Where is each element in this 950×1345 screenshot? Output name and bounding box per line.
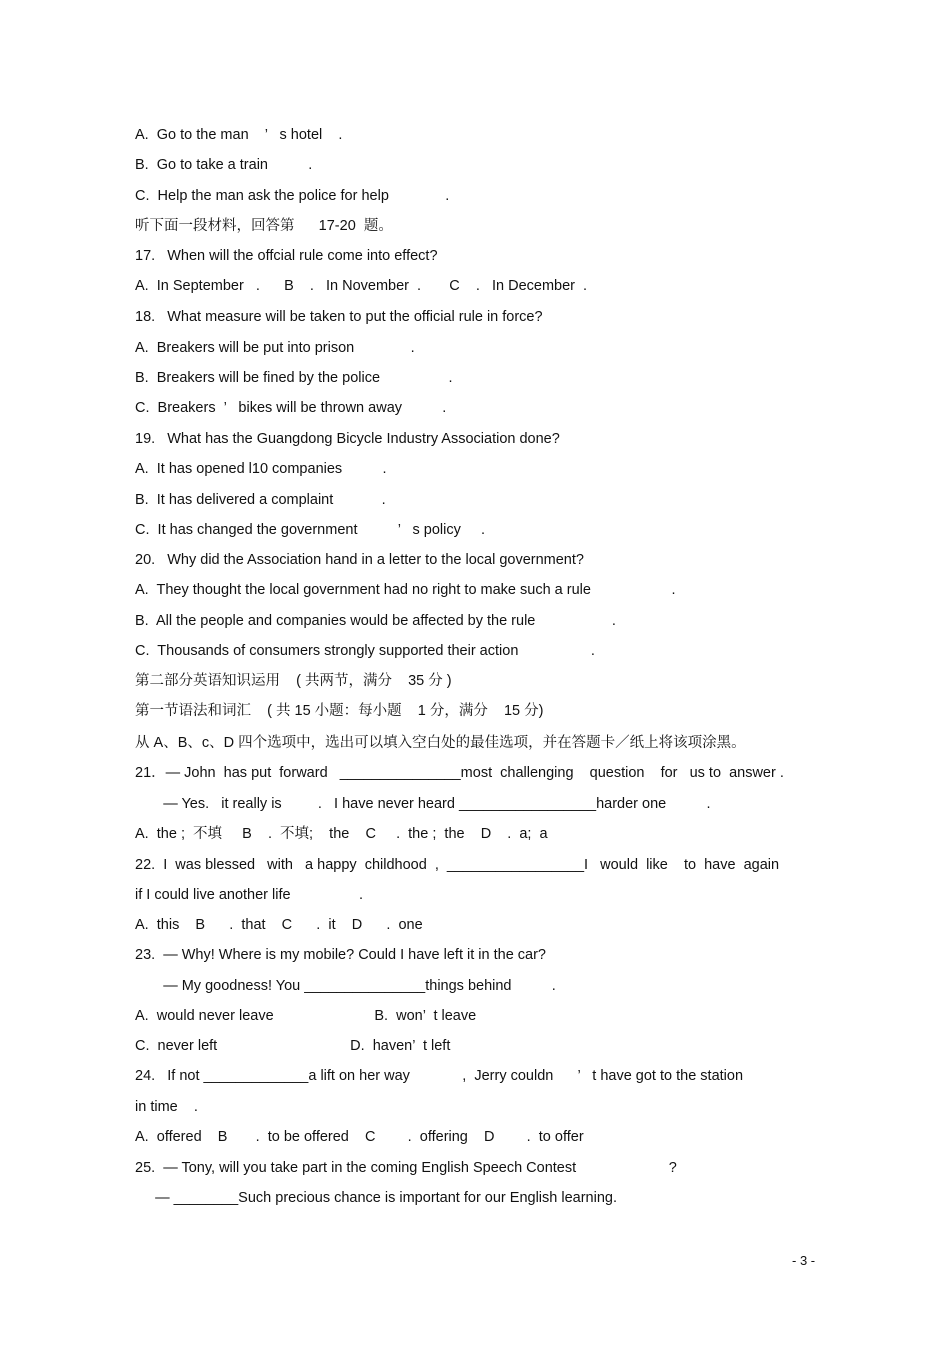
question-line: — ________Such precious chance is important for our English learning. [135,1190,617,1206]
section-heading: 第一节语法和词汇 ( 共 15 小题：每小题 1 分，满分 15 分) [135,703,544,719]
question-line: — Yes. it really is . I have never heard _________________harder one . [135,796,711,812]
option-line: A. would never leave B. won’ t leave [135,1008,477,1024]
question-line: 21．— John has put forward _______________most challenging question for us to answer . [135,765,784,781]
option-line: C. Thousands of consumers strongly supported their action . [135,643,595,659]
option-line: A. Go to the man ’ s hotel . [135,127,343,143]
option-line: A. offered B . to be offered C . offering D . to offer [135,1129,584,1145]
question-line: 24. If not _____________a lift on her way , Jerry couldn ’ t have got to the station [135,1068,744,1084]
option-line: A. Breakers will be put into prison . [135,340,415,356]
option-line: C. Help the man ask the police for help . [135,188,450,204]
option-line: A. the ; 不填 B . 不填; the C . the ; the D . a; a [135,826,548,842]
option-line: A. They thought the local government had no right to make such a rule . [135,582,676,598]
option-line: B. Go to take a train . [135,157,313,173]
question-line: 22. I was blessed with a happy childhood , _________________I would like to have again [135,857,780,873]
question-line: 18. What measure will be taken to put the official rule in force? [135,309,543,325]
part-heading: 第二部分英语知识运用 ( 共两节，满分 35 分 ) [135,673,452,689]
section-instruction: 从 A、B、c、D 四个选项中，选出可以填入空白处的最佳选项，并在答题卡／纸上将该项涂黑。 [135,735,746,751]
question-line: in time . [135,1099,198,1115]
option-line: A. It has opened l10 companies . [135,461,387,477]
question-line: 17. When will the offcial rule come into effect? [135,248,438,264]
option-line: B. Breakers will be fined by the police . [135,370,453,386]
question-line: — My goodness! You _______________things behind . [135,978,556,994]
question-line: 19. What has the Guangdong Bicycle Industry Association done? [135,431,560,447]
option-line: B. All the people and companies would be affected by the rule . [135,613,616,629]
option-line: A. In September . B . In November . C . In December . [135,278,588,294]
section-instruction: 听下面一段材料，回答第 17-20 题。 [135,218,393,234]
question-line: if I could live another life . [135,887,364,903]
question-line: 25. — Tony, will you take part in the coming English Speech Contest ? [135,1160,677,1176]
question-line: 20. Why did the Association hand in a letter to the local government? [135,552,584,568]
option-line: B. It has delivered a complaint . [135,492,386,508]
option-line: C. never left D. haven’ t left [135,1038,451,1054]
option-line: C. It has changed the government ’ s policy . [135,522,486,538]
option-line: A. this B . that C . it D . one [135,917,423,933]
page-number: - 3 - [792,1253,816,1268]
option-line: C. Breakers ’ bikes will be thrown away . [135,400,447,416]
question-line: 23. — Why! Where is my mobile? Could I have left it in the car? [135,947,546,963]
